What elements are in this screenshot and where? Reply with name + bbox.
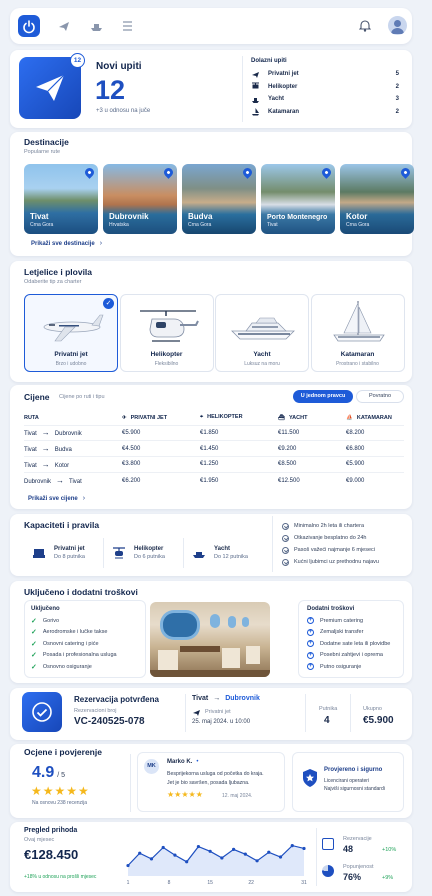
chart-point [267, 851, 270, 854]
rule-item: Otkazivanje besplatno do 24h [282, 532, 379, 544]
arrow-right-icon: → [213, 695, 221, 702]
pax-label: Putnika [319, 706, 338, 712]
rating-score: 4.9 / 5 [32, 764, 66, 781]
reservation-date: 25. maj 2024. u 10:00 [192, 719, 251, 725]
incoming-row-catamaran: Katamaran 2 [251, 106, 399, 119]
aircraft-option-helicopter[interactable]: Helikopter Fleksibilno [120, 294, 214, 372]
trust-line-2: Najviši sigurnosni standardi [324, 786, 385, 792]
chart-point [138, 852, 141, 855]
included-item: ✓ Aerodromske i lučke takse [31, 629, 108, 637]
table-row[interactable]: Tivat → Dubrovnik €5.900 €1.850 €11.500 €8.200 [24, 425, 404, 441]
chart-area [128, 846, 304, 876]
incoming-row-helicopter: Helikopter 2 [251, 81, 399, 94]
extra-item: + Premium catering [308, 617, 364, 624]
capacity-yacht: Yacht Do 12 putnika [184, 538, 264, 568]
arrow-right-icon: → [41, 428, 50, 438]
aircraft-option-jet[interactable]: ✓ Privatni jet Brzo i udobno [24, 294, 118, 372]
pin-icon [320, 166, 333, 179]
power-button[interactable] [18, 15, 40, 37]
chart-point [126, 864, 129, 867]
destination-budva[interactable]: Budva Crna Gora [182, 164, 256, 234]
trust-line-1: Licencirani operateri [324, 778, 370, 784]
check-icon: ✓ [31, 617, 37, 625]
yacht-icon [251, 95, 260, 104]
helicopter-icon: ⌖ [200, 414, 204, 421]
seat-icon [32, 547, 46, 559]
cabin-image [150, 602, 270, 677]
reviewer-avatar: MK [144, 759, 159, 774]
revenue-chart [122, 834, 310, 886]
chart-point [255, 859, 258, 862]
kpi2-value: 76% [343, 872, 362, 882]
one-way-toggle[interactable]: U jednom pravcu [293, 390, 353, 403]
total-value: €5.900 [363, 715, 394, 726]
arrow-right-icon: → [41, 459, 50, 469]
rating-stars: ★★★★★ [31, 784, 90, 798]
plus-circle-icon: + [308, 663, 313, 670]
paper-plane-icon [34, 73, 66, 103]
aircraft-option-yacht[interactable]: Yacht Luksuz na moru [215, 294, 309, 372]
chart-tick-label: 8 [167, 880, 171, 886]
revenue-amount: €128.450 [24, 847, 79, 862]
inquiries-title: Novi upiti [96, 61, 142, 72]
check-circle-icon [282, 547, 289, 554]
incoming-row-jet: Privatni jet 5 [251, 68, 399, 81]
destinations-card [10, 132, 412, 256]
helicopter-icon [112, 547, 126, 559]
arrow-right-icon: → [56, 476, 65, 486]
arrow-right-icon: → [41, 444, 50, 454]
pin-icon [399, 166, 412, 179]
review-text-1: Besprijekorna usluga od početka do kraja. [167, 771, 264, 777]
table-row[interactable]: Tivat → Budva €4.500 €1.450 €9.200 €6.800 [24, 441, 404, 457]
inquiries-count: 12 [95, 75, 126, 105]
plus-circle-icon: + [308, 640, 313, 647]
shield-icon [301, 768, 319, 788]
review-count: Na osnovu 238 recenzija [32, 800, 88, 806]
chart-point [220, 856, 223, 859]
col-yacht: YACHT [288, 414, 308, 421]
rule-item: Pasoš važeći najmanje 6 mjeseci [282, 544, 379, 556]
helicopter-image-icon [136, 305, 200, 343]
included-title: Uključeno i dodatni troškovi [24, 587, 138, 597]
review-text-2: Jet je bio savršen, posada ljubazna. [167, 780, 250, 786]
trust-box [292, 752, 404, 812]
check-icon: ✓ [31, 640, 37, 648]
table-row[interactable]: Dubrovnik → Tivat €6.200 €1.950 €12.500 €9.000 [24, 472, 404, 488]
inquiries-tile[interactable] [19, 57, 81, 119]
aircraft-option-catamaran[interactable]: Katamaran Prostrano i stabilno [311, 294, 405, 372]
revenue-title: Pregled prihoda [24, 827, 78, 834]
yacht-icon [192, 547, 206, 559]
chart-point [150, 857, 153, 860]
private-jet-icon [37, 311, 107, 343]
kpi1-value: 48 [343, 844, 354, 854]
destination-dubrovnik[interactable]: Dubrovnik Hrvatska [103, 164, 177, 234]
check-circle-icon [31, 701, 53, 723]
power-icon [18, 15, 40, 37]
top-bar [10, 8, 412, 44]
aircraft-title: Letjelice i plovila [24, 267, 93, 277]
included-item: ✓ Osnovno osiguranje [31, 663, 92, 671]
extra-item: + Posebni zahtjevi i oprema [308, 651, 383, 659]
pax-value: 4 [324, 715, 330, 726]
prices-table [24, 411, 404, 488]
included-card [10, 581, 412, 683]
kpi1-label: Rezervacije [343, 836, 372, 842]
check-icon: ✓ [31, 663, 37, 671]
kpi1-delta: +10% [382, 847, 397, 853]
return-toggle[interactable]: Povratno [356, 390, 404, 403]
check-circle-icon [282, 559, 289, 566]
chart-point [197, 845, 200, 848]
reservation-id-label: Rezervacioni broj [74, 708, 117, 714]
aircraft-card [10, 261, 412, 382]
check-circle-icon [282, 535, 289, 542]
jet-icon [251, 70, 260, 79]
reviews-card [10, 744, 412, 818]
trust-title: Provjereno i sigurno [324, 767, 383, 773]
check-circle-icon [282, 523, 289, 530]
rule-item: Kućni ljubimci uz prethodnu najavu [282, 556, 379, 568]
revenue-card [10, 822, 412, 892]
col-catamaran: KATAMARAN [356, 414, 392, 421]
confirmed-tile [22, 692, 62, 732]
chart-point [302, 847, 305, 850]
extra-subtitle: Dodatni troškovi [307, 606, 355, 612]
helicopter-icon [251, 82, 260, 91]
sailboat-icon [251, 107, 260, 116]
review-stars: ★★★★★ [167, 790, 203, 799]
capacity-jet: Privatni jet Do 8 putnika [24, 538, 104, 568]
prices-card [10, 385, 412, 509]
bell-icon[interactable] [359, 19, 371, 32]
col-jet: PRIVATNI JET [130, 414, 168, 421]
menu-icon[interactable] [122, 21, 133, 31]
plus-circle-icon: + [308, 651, 313, 658]
chart-point [244, 853, 247, 856]
ship-nav-icon[interactable] [90, 20, 103, 32]
destinations-subtitle: Popularne rute [24, 149, 61, 155]
selected-check-icon: ✓ [103, 298, 114, 309]
catamaran-image-icon [328, 299, 390, 345]
chart-point [291, 844, 294, 847]
chart-tick-label: 15 [207, 880, 213, 886]
chart-point [209, 850, 212, 853]
inquiries-delta: +3 u odnosu na juče [96, 108, 151, 114]
sailboat-icon: ⛵ [346, 414, 353, 421]
rule-item: Minimalno 2h leta ili chartera [282, 520, 379, 532]
chevron-right-icon: › [82, 495, 86, 502]
chevron-right-icon: › [99, 240, 103, 247]
destinations-title: Destinacije [24, 137, 69, 147]
reviewer-name: Marko K. [167, 759, 193, 765]
included-item: ✓ Gorivo [31, 617, 60, 625]
capacity-helicopter: Helikopter Do 6 putnika [104, 538, 184, 568]
capacity-title: Kapaciteti i pravila [24, 520, 100, 530]
dot-icon: • [196, 759, 199, 765]
reservation-id: VC-240525-078 [74, 716, 145, 727]
total-label: Ukupno [363, 706, 382, 712]
plane-nav-icon[interactable] [58, 20, 70, 32]
pin-icon [241, 166, 254, 179]
table-row[interactable]: Tivat → Kotor €3.800 €1.250 €8.500 €5.900 [24, 457, 404, 473]
chart-tick-label: 1 [126, 880, 130, 886]
extra-item: + Zemaljski transfer [308, 628, 364, 636]
pie-icon [322, 865, 334, 877]
incoming-row-yacht: Yacht 3 [251, 93, 399, 106]
chart-point [185, 860, 188, 863]
plus-circle-icon: + [308, 628, 313, 635]
included-subtitle: Uključeno [31, 606, 60, 612]
pin-icon [83, 166, 96, 179]
calendar-icon [322, 838, 334, 850]
inquiries-card [10, 50, 412, 128]
reservation-title: Rezervacija potvrđena [74, 695, 159, 704]
chart-tick-label: 22 [248, 880, 254, 886]
chart-point [162, 846, 165, 849]
chart-point [279, 855, 282, 858]
col-route: RUTA [24, 414, 39, 421]
reservation-type: Privatni jet [205, 709, 231, 715]
chart-point [232, 848, 235, 851]
yacht-image-icon [228, 309, 298, 343]
extra-item: + Dodatne sate leta ili plovidbe [308, 640, 391, 647]
check-icon: ✓ [31, 652, 37, 660]
yacht-icon: ⛴ [278, 414, 285, 421]
reviews-title: Ocjene i povjerenje [24, 747, 102, 757]
jet-icon: ✈ [122, 414, 127, 421]
destination-kotor[interactable]: Kotor Crna Gora [340, 164, 414, 234]
inquiries-badge: 12 [70, 53, 85, 68]
included-item: ✓ Osnovni catering i piće [31, 640, 99, 648]
avatar[interactable] [388, 16, 407, 35]
check-icon: ✓ [31, 629, 37, 637]
pin-icon [162, 166, 175, 179]
capacity-card [10, 514, 412, 576]
review-date: 12. maj 2024. [222, 793, 253, 799]
all-prices-link[interactable]: Prikaži sve cijene › [28, 495, 86, 502]
prices-title: Cijene [24, 392, 50, 402]
chart-tick-label: 31 [301, 880, 307, 886]
reservation-route: Tivat → Dubrovnik [192, 695, 260, 702]
kpi2-label: Popunjenost [343, 864, 374, 870]
extra-item: + Putno osiguranje [308, 663, 362, 670]
incoming-title: Dolazni upiti [251, 58, 287, 64]
plus-circle-icon: + [308, 617, 313, 624]
aircraft-subtitle: Odaberite tip za charter [24, 279, 82, 285]
chart-point [173, 854, 176, 857]
revenue-growth: +18% u odnosu na prošli mjesec [24, 874, 97, 880]
revenue-subtitle: Ovaj mjesec [24, 837, 55, 843]
jet-icon [192, 708, 201, 717]
review-card[interactable] [137, 752, 285, 812]
destination-porto-montenegro[interactable]: Porto Montenegro Tivat [261, 164, 335, 234]
prices-subtitle: Cijene po ruti i tipu [59, 394, 105, 400]
col-helicopter: HELIKOPTER [207, 414, 243, 421]
kpi2-delta: +9% [382, 875, 394, 881]
destination-tivat[interactable]: Tivat Crna Gora [24, 164, 98, 234]
all-destinations-link[interactable]: Prikaži sve destinacije › [31, 240, 103, 247]
included-item: ✓ Posada i profesionalna usluga [31, 652, 117, 660]
reservation-card[interactable] [10, 688, 412, 740]
